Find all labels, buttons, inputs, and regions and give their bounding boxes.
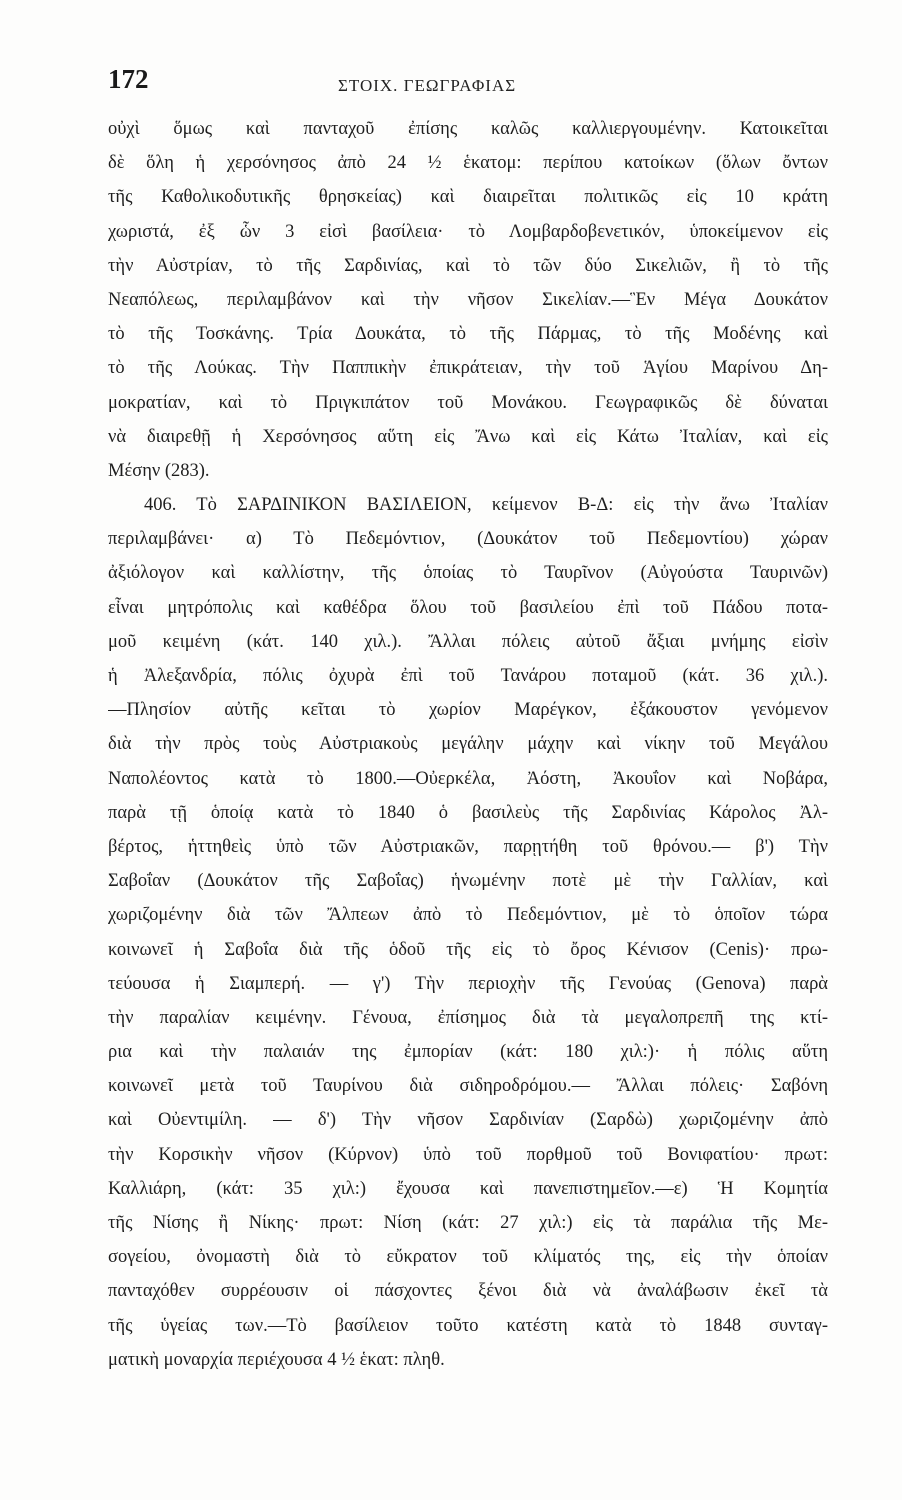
text-line: Ναπολέοντος κατὰ τὸ 1800.—Οὐερκέλα, Ἀόστη, Ἀκουΐον καὶ Νοβάρα, — [108, 768, 828, 789]
text-line: χωριστά, ἐξ ὧν 3 εἰσὶ βασίλεια· τὸ Λομβαρδοβενετικόν, ὑποκείμενον εἰς — [108, 221, 828, 242]
text-line: ἡ Ἀλεξανδρία, πόλις ὀχυρὰ ἐπὶ τοῦ Τανάρου ποταμοῦ (κάτ. 36 χιλ.). — [108, 666, 828, 686]
text-line: δὲ ὅλη ἡ χερσόνησος ἀπὸ 24 ½ ἑκατομ: περίπου κατοίκων (ὅλων ὄντων — [108, 153, 828, 174]
text-line: πανταχόθεν συρρέουσιν οἱ πάσχοντες ξένοι διὰ νὰ ἀναλάβωσιν ἐκεῖ τὰ — [108, 1281, 828, 1302]
text-line: τὸ τῆς Τοσκάνης. Τρία Δουκάτα, τὸ τῆς Πάρμας, τὸ τῆς Μοδένης καὶ — [108, 324, 828, 345]
text-line: βέρτος, ἡττηθεὶς ὑπὸ τῶν Αὐστριακῶν, παρῃτήθη τοῦ θρόνου.— β') Τὴν — [108, 836, 828, 857]
text-line: καὶ Οὐεντιμίλη. — δ') Τὴν νῆσον Σαρδινίαν (Σαρδὼ) χωριζομένην ἀπὸ — [108, 1110, 828, 1131]
text-line: σογείου, ὀνομαστὴ διὰ τὸ εὔκρατον τοῦ κλίματός της, εἰς τὴν ὁποίαν — [108, 1247, 828, 1268]
text-line: χωριζομένην διὰ τῶν Ἄλπεων ἀπὸ τὸ Πεδεμόντιον, μὲ τὸ ὁποῖον τώρα — [108, 905, 828, 926]
text-line-section-406: 406. Τὸ ΣΑΡΔΙΝΙΚΟΝ ΒΑΣΙΛΕΙΟΝ, κείμενον Β-Δ: εἰς τὴν ἄνω Ἰταλίαν — [144, 495, 828, 516]
text-line: τὸ τῆς Λούκας. Τὴν Παππικὴν ἐπικράτειαν, τὴν τοῦ Ἁγίου Μαρίνου Δη- — [108, 358, 828, 379]
text-line: ρια καὶ τὴν παλαιάν της ἐμπορίαν (κάτ: 180 χιλ:)· ἡ πόλις αὕτη — [108, 1042, 828, 1063]
text-line: κοινωνεῖ μετὰ τοῦ Ταυρίνου διὰ σιδηροδρόμου.— Ἄλλαι πόλεις· Σαβόνη — [108, 1076, 828, 1097]
running-head: ΣΤΟΙΧ. ΓΕΩΓΡΑΦΙΑΣ — [338, 76, 517, 95]
page-number: 172 — [108, 64, 149, 94]
page-header — [108, 64, 828, 104]
text-line-paragraph-end: Μέσην (283). — [108, 460, 210, 481]
text-line: νὰ διαιρεθῇ ἡ Χερσόνησος αὕτη εἰς Ἄνω καὶ εἰς Κάτω Ἰταλίαν, καὶ εἰς — [108, 426, 828, 447]
text-line: —Πλησίον αὐτῆς κεῖται τὸ χωρίον Μαρέγκον, ἐξάκουστον γενόμενον — [108, 700, 828, 721]
text-line: παρὰ τῇ ὁποίᾳ κατὰ τὸ 1840 ὁ βασιλεὺς τῆς Σαρδινίας Κάρολος Ἀλ- — [108, 802, 828, 823]
text-line: τὴν Αὐστρίαν, τὸ τῆς Σαρδινίας, καὶ τὸ τῶν δύο Σικελιῶν, ἢ τὸ τῆς — [108, 255, 828, 276]
text-line: εἶναι μητρόπολις καὶ καθέδρα ὅλου τοῦ βασιλείου ἐπὶ τοῦ Πάδου ποτα- — [108, 597, 828, 618]
text-line: οὐχὶ ὅμως καὶ πανταχοῦ ἐπίσης καλῶς καλλιεργουμένην. Κατοικεῖται — [108, 119, 828, 139]
text-line: τεύουσα ἡ Σιαμπερή. — γ') Τὴν περιοχὴν τῆς Γενούας (Genova) παρὰ — [108, 973, 828, 994]
text-line: τῆς ὑγείας των.—Τὸ βασίλειον τοῦτο κατέστη κατὰ τὸ 1848 συνταγ- — [108, 1315, 828, 1336]
text-line: Σαβοΐαν (Δουκάτον τῆς Σαβοΐας) ἡνωμένην ποτὲ μὲ τὴν Γαλλίαν, καὶ — [108, 871, 828, 892]
text-line: τῆς Καθολικοδυτικῆς θρησκείας) καὶ διαιρεῖται πολιτικῶς εἰς 10 κράτη — [108, 187, 828, 208]
text-line-page-end: ματικὴ μοναρχία περιέχουσα 4 ½ ἑκατ: πληθ. — [108, 1349, 445, 1370]
text-line: ἀξιόλογον καὶ καλλίστην, τῆς ὁποίας τὸ Ταυρῖνον (Αὐγούστα Ταυρινῶν) — [108, 563, 828, 584]
text-line: τῆς Νίσης ἢ Νίκης· πρωτ: Νίση (κάτ: 27 χιλ:) εἰς τὰ παράλια τῆς Με- — [108, 1213, 828, 1233]
text-line: μοῦ κειμένη (κάτ. 140 χιλ.). Ἄλλαι πόλεις αὐτοῦ ἄξιαι μνήμης εἰσὶν — [108, 631, 828, 652]
body-text — [108, 112, 828, 1377]
text-line: τὴν Κορσικὴν νῆσον (Κύρνον) ὑπὸ τοῦ πορθμοῦ τοῦ Βονιφατίου· πρωτ: — [108, 1144, 828, 1165]
text-line: Νεαπόλεως, περιλαμβάνον καὶ τὴν νῆσον Σικελίαν.—Ἓν Μέγα Δουκάτον — [108, 289, 828, 310]
text-line: διὰ τὴν πρὸς τοὺς Αὐστριακοὺς μεγάλην μάχην καὶ νίκην τοῦ Μεγάλου — [108, 734, 828, 755]
text-line: περιλαμβάνει· α) Τὸ Πεδεμόντιον, (Δουκάτον τοῦ Πεδεμοντίου) χώραν — [108, 529, 828, 550]
text-line: Καλλιάρη, (κάτ: 35 χιλ:) ἔχουσα καὶ πανεπιστημεῖον.—ε) Ἡ Κομητία — [108, 1178, 828, 1199]
text-line: τὴν παραλίαν κειμένην. Γένουα, ἐπίσημος διὰ τὰ μεγαλοπρεπῆ της κτί- — [108, 1007, 828, 1028]
text-line: κοινωνεῖ ἡ Σαβοΐα διὰ τῆς ὁδοῦ τῆς εἰς τὸ ὄρος Κένισον (Cenis)· πρω- — [108, 939, 828, 960]
text-line: μοκρατίαν, καὶ τὸ Πριγκιπάτον τοῦ Μονάκου. Γεωγραφικῶς δὲ δύναται — [108, 392, 828, 413]
